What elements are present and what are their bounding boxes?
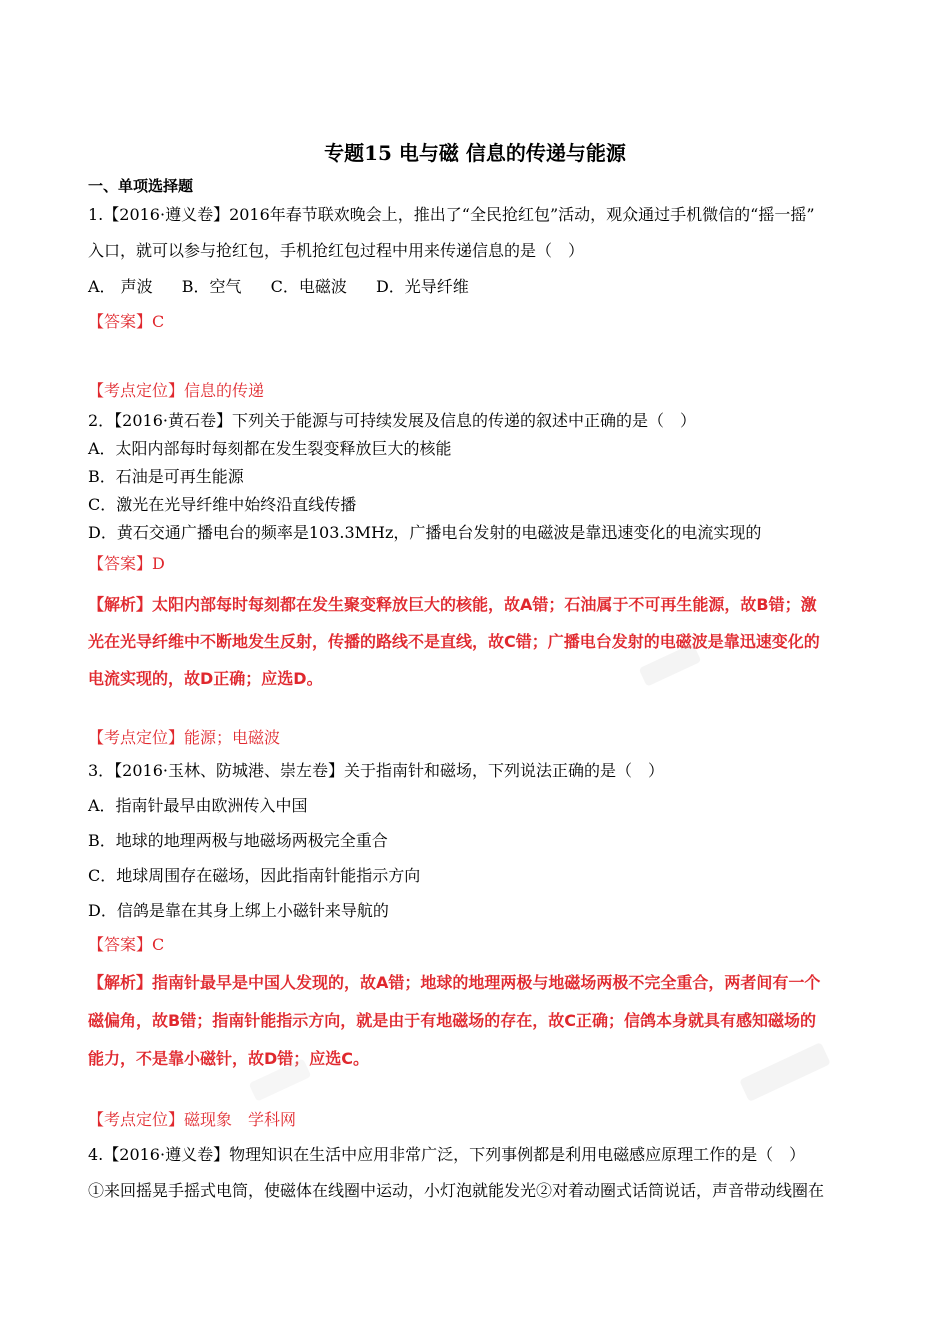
section-heading: 一、单项选择题 (88, 177, 194, 195)
q3-explanation-line3: 能力，不是靠小磁针，故D错；应选C。 (88, 1049, 370, 1068)
q2-option-d: D．黄石交通广播电台的频率是103.3MHz，广播电台发射的电磁波是靠迅速变化的电流实现的 (88, 523, 762, 542)
q1-option-d: D．光导纤维 (375, 277, 469, 296)
q2-answer: 【答案】D (88, 554, 165, 573)
q1-option-c: C．电磁波 (270, 277, 347, 296)
q3-answer: 【答案】C (88, 935, 165, 954)
q3-option-d: D．信鸽是靠在其身上绑上小磁针来导航的 (88, 901, 389, 920)
q2-explanation-line1: 【解析】太阳内部每时每刻都在发生聚变释放巨大的核能，故A错；石油属于不可再生能源，故B错；激 (88, 595, 817, 614)
q1-stem-line1: 1.【2016·遵义卷】2016年春节联欢晚会上，推出了“全民抢红包”活动，观众通过手机微信的“摇一摇” (88, 205, 815, 224)
q2-option-b: B．石油是可再生能源 (88, 467, 244, 486)
q3-explanation-line2: 磁偏角，故B错；指南针能指示方向，就是由于有地磁场的存在，故C正确；信鸽本身就具有感知磁场的 (88, 1011, 816, 1030)
q2-point: 【考点定位】能源；电磁波 (88, 728, 281, 747)
q3-option-b: B．地球的地理两极与地磁场两极完全重合 (88, 831, 388, 850)
q1-options (88, 277, 493, 297)
q1-option-b: B．空气 (181, 277, 242, 296)
q3-option-a: A．指南针最早由欧洲传入中国 (88, 796, 308, 815)
q4-stem-line2: ①来回摇晃手摇式电筒，使磁体在线圈中运动，小灯泡就能发光②对着动圈式话筒说话，声音带动线圈在 (88, 1181, 825, 1200)
q1-option-a: A． 声波 (88, 277, 153, 296)
q1-stem-line2: 入口，就可以参与抢红包，手机抢红包过程中用来传递信息的是（ ） (88, 241, 585, 260)
q2-option-a: A．太阳内部每时每刻都在发生裂变释放巨大的核能 (88, 439, 452, 458)
page-title: 专题15 电与磁 信息的传递与能源 (324, 141, 626, 165)
q2-stem: 2．【2016·黄石卷】下列关于能源与可持续发展及信息的传递的叙述中正确的是（ ） (88, 411, 696, 430)
q2-explanation-line3: 电流实现的，故D正确；应选D。 (88, 669, 323, 688)
q3-point: 【考点定位】磁现象 学科网 (88, 1110, 297, 1129)
q2-explanation-line2: 光在光导纤维中不断地发生反射，传播的路线不是直线，故C错；广播电台发射的电磁波是靠迅速变化的 (88, 632, 820, 651)
q1-point: 【考点定位】信息的传递 (88, 381, 265, 400)
q1-answer: 【答案】C (88, 312, 165, 331)
q3-explanation-line1: 【解析】指南针最早是中国人发现的，故A错；地球的地理两极与地磁场两极不完全重合，两者间有一个 (88, 973, 821, 992)
q3-stem: 3．【2016·玉林、防城港、崇左卷】关于指南针和磁场，下列说法正确的是（ ） (88, 761, 664, 780)
q4-stem: 4.【2016·遵义卷】物理知识在生活中应用非常广泛，下列事例都是利用电磁感应原理工作的是（ ） (88, 1145, 806, 1164)
q2-option-c: C．激光在光导纤维中始终沿直线传播 (88, 495, 357, 514)
q3-option-c: C．地球周围存在磁场，因此指南针能指示方向 (88, 866, 421, 885)
